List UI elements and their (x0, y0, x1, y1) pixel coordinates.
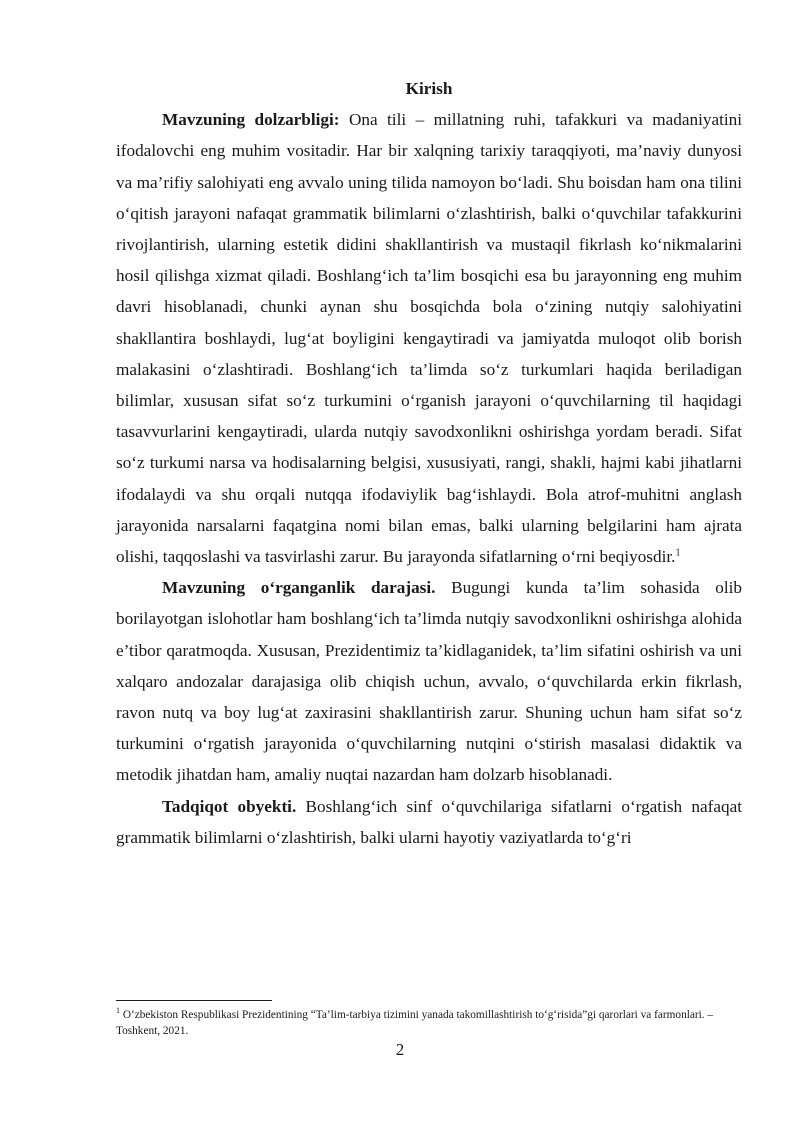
paragraph-lead: Mavzuning o‘rganganlik darajasi. (162, 578, 436, 598)
paragraph-study-level (116, 572, 742, 790)
paragraph-text: Bugungi kunda ta’lim sohasida olib borilayotgan islohotlar ham boshlang‘ich ta’limda nutqiy savodxonlikni oshirishga alohida e’tibor qaratmoqda. Xususan, Prezidentimiz ta’kidlaganidek, ta’lim sifatini oshirish va uni xalqaro andozalar darajasiga olib chiqish uchun, avvalo, o‘quvchilarda erkin fikrlash, ravon nutq va boy lug‘at zaxirasini shakllantirish zarur. Shuning uchun ham sifat so‘z turkumini o‘rgatish jarayonida o‘quvchilarning nutqini o‘stirish masalasi didaktik va metodik jihatdan ham, amaliy nuqtai nazardan ham dolzarb hisoblanadi. (116, 578, 742, 785)
paragraph-relevance (116, 104, 742, 572)
paragraph-text: Boshlang‘ich sinf o‘quvchilariga sifatlarni o‘rgatish nafaqat grammatik bilimlarni o‘zlashtirish, balki ularni hayotiy vaziyatlarda to‘g‘ri (116, 796, 742, 847)
paragraph-lead: Mavzuning dolzarbligi: (162, 110, 340, 130)
paragraph-research-object (116, 791, 742, 853)
body-text (116, 73, 742, 853)
paragraph-lead: Tadqiqot obyekti. (162, 796, 297, 816)
footnote-reference[interactable]: 1 (675, 547, 681, 559)
footnote-divider (116, 1000, 272, 1001)
footnote-number: 1 (116, 1006, 120, 1016)
footnote (116, 1008, 742, 1039)
page-number: 2 (395, 1040, 405, 1059)
paragraph-text: Ona tili – millatning ruhi, tafakkuri va madaniyatini ifodalovchi eng muhim vositadir. Har bir xalqning tarixiy taraqqiyoti, ma’naviy dunyosi va ma’rifiy salohiyati eng avvalo uning tilida namoyon bo‘ladi. Shu boisdan ham ona tilini o‘qitish jarayoni nafaqat grammatik bilimlarni o‘zlashtirish, balki o‘quvchilar tafakkurini rivojlantirish, ularning estetik didini shakllantirish va mustaqil fikrlash ko‘nikmalarini hosil qilishga xizmat qiladi. Boshlang‘ich ta’lim bosqichi esa bu jarayonning eng muhim davri hisoblanadi, chunki aynan shu bosqichda bola o‘zining nutqiy salohiyatini shakllantira boshlaydi, lug‘at boyligini kengaytiradi va jamiyatda muloqot olib borish malakasini o‘zlashtiradi. Boshlang‘ich ta’limda so‘z turkumlari haqida beriladigan bilimlar, xususan sifat so‘z turkumini o‘rganish jarayoni o‘quvchilarning til haqidagi tasavvurlarini kengaytiradi, ularda nutqiy savodxonlikni oshirishga yordam beradi. Sifat so‘z turkumi narsa va hodisalarning belgisi, xususiyati, rangi, shakli, hajmi kabi jihatlarni ifodalaydi va shu orqali nutqqa ifodaviylik bag‘ishlaydi. Bola atrof-muhitni anglash jarayonida narsalarni faqatgina nomi bilan emas, balki ularning belgilarini ham ajrata olishi, taqqoslashi va tasvirlashi zarur. Bu jarayonda sifatlarning o‘rni beqiyosdir. (116, 110, 742, 567)
footnote-text: O‘zbekiston Respublikasi Prezidentining “Ta’lim-tarbiya tizimini yanada takomillashtirish to‘g‘risida”gi qarorlari va farmonlari. – Toshkent, 2021. (116, 1009, 714, 1037)
section-heading: Kirish (405, 79, 453, 98)
